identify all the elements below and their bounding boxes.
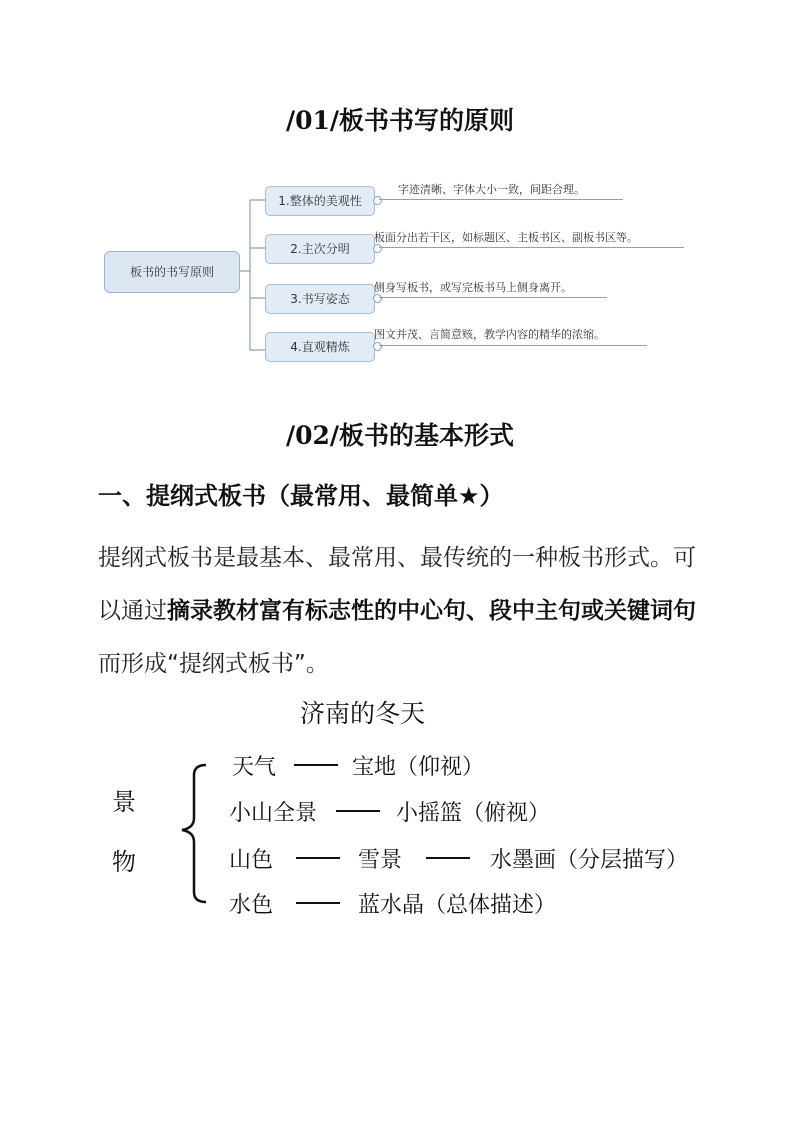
board-side-label-2: 物	[112, 848, 136, 876]
connector-dot	[373, 196, 382, 205]
section-1-title: /01/板书书写的原则	[285, 106, 515, 135]
mind-map	[0, 160, 800, 375]
branch-underline	[379, 345, 647, 346]
mind-map-detail-4: 图文并茂、言简意赅，教学内容的精华的浓缩。	[374, 328, 605, 341]
blackboard-outline	[94, 680, 714, 920]
mind-map-root: 板书的书写原则	[104, 251, 240, 293]
mind-map-branch-1: 1.整体的美观性	[265, 186, 375, 216]
branch-underline	[379, 247, 684, 248]
board-row4-item: 水色	[229, 893, 274, 918]
dash-line	[296, 902, 340, 904]
board-row4-result: 蓝水晶（总体描述）	[358, 893, 557, 918]
dash-line	[336, 810, 380, 812]
connector-dot	[373, 294, 382, 303]
board-row2-item: 小山全景	[229, 801, 318, 826]
dash-line	[296, 857, 340, 859]
paragraph-text: 提纲式板书是最基本、最常用、最传统的一种板书形式。可以通过	[98, 545, 696, 624]
subsection-title: 一、提纲式板书（最常用、最简单★）	[98, 482, 504, 510]
board-row2-result: 小摇篮（俯视）	[396, 801, 551, 826]
board-row3-result: 水墨画（分层描写）	[490, 848, 689, 873]
paragraph-bold-text: 摘录教材富有标志性的中心句、段中主句或关键词句	[167, 598, 696, 624]
mind-map-branch-4: 4.直观精炼	[265, 332, 375, 362]
board-side-label-1: 景	[112, 788, 136, 816]
board-row1-result: 宝地（仰视）	[352, 755, 485, 780]
paragraph-text-end: 而形成“提纲式板书”。	[98, 651, 329, 677]
board-row1-item: 天气	[232, 755, 277, 780]
mind-map-detail-2: 板面分出若干区，如标题区、主板书区、副板书区等。	[374, 231, 638, 244]
branch-underline	[379, 199, 623, 200]
section-2-title: /02/板书的基本形式	[285, 421, 515, 450]
body-paragraph	[98, 532, 708, 691]
mind-map-detail-3: 侧身写板书，或写完板书马上侧身离开。	[374, 281, 572, 294]
board-row3-item: 山色	[229, 848, 274, 873]
branch-underline	[379, 297, 607, 298]
dash-line	[294, 764, 338, 766]
mind-map-branch-2: 2.主次分明	[265, 234, 375, 264]
board-row3-middle: 雪景	[358, 848, 403, 873]
dash-line	[426, 857, 470, 859]
mind-map-branch-3: 3.书写姿态	[265, 284, 375, 314]
mind-map-detail-1: 字迹清晰、字体大小一致，间距合理。	[398, 183, 585, 196]
connector-dot	[373, 244, 382, 253]
connector-dot	[373, 342, 382, 351]
board-title: 济南的冬天	[300, 699, 426, 728]
